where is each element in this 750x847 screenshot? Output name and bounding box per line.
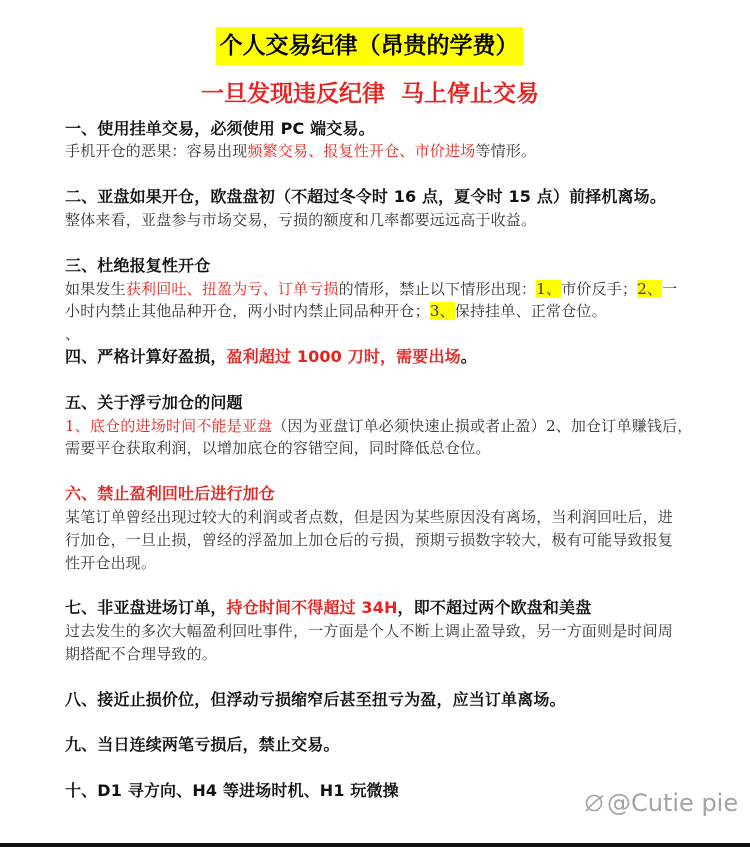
rule-section-2 [65,186,730,232]
rule-section-5 [65,392,730,461]
body-text: 行加仓，一旦止损，曾经的浮盈加上加仓后的亏损，预期亏损数字较大，极有可能导致报复 [65,530,674,549]
body-text: 需要平仓获取利润，以增加底仓的容错空间，同时降低总仓位。 [65,439,491,458]
watermark-text: @Cutie pie [607,789,739,817]
rule-section-7 [65,597,730,666]
doc-title: 个人交易纪律（昂贵的学费） [216,27,523,65]
body-text: 等情形。 [475,142,537,161]
rule-heading-6 [65,483,730,506]
rule-body-line [65,278,730,301]
body-text: 的情形，禁止以下情形出现： [338,279,537,298]
rule-section-8 [65,689,730,712]
rule-heading-8 [65,689,730,712]
watermark-logo-icon [583,792,605,814]
emphasis-text-red: 1、底仓的进场时间不能是亚盘 [65,416,273,435]
title-container [0,27,738,65]
body-text: 保持挂单、正常仓位。 [454,302,607,321]
heading-text: 。 [460,347,477,367]
heading-text: 十、D1 寻方向、H4 等进场时机、H1 玩微操 [65,781,399,801]
rule-section-1 [65,118,730,164]
heading-text: 一、使用挂单交易，必须使用 PC 端交易。 [65,118,375,138]
highlighted-number: 3、 [429,302,455,321]
heading-text: 二、亚盘如果开仓，欧盘盘初（不超过冬令时 16 点，夏令时 15 点）前择机离场。 [65,187,666,207]
heading-text: 五、关于浮亏加仓的问题 [65,392,243,412]
highlighted-number: 1、 [536,279,562,298]
body-text: 小时内禁止其他品种开仓，两小时内禁止同品种开仓； [65,302,430,321]
highlighted-number: 2、 [637,279,663,298]
heading-text: 四、严格计算好盈损， [65,347,227,367]
body-text: 整体来看，亚盘参与市场交易，亏损的额度和几率都要远远高于收益。 [65,210,537,229]
emphasis-text-red: 频繁交易、报复性开仓、市价进场 [247,142,476,161]
rule-section-6 [65,483,730,574]
rule-body-line [65,140,730,163]
watermark [583,788,738,818]
rule-section-4 [65,346,730,369]
doc-subtitle: 一旦发现违反纪律 马上停止交易 [200,81,539,107]
stray-punctuation: 、 [65,325,81,344]
bottom-edge-line [0,843,750,847]
rule-heading-9 [65,734,730,757]
rule-heading-4 [65,346,730,369]
rules-document [65,118,730,803]
body-text: （因为亚盘订单必须快速止损或者止盈）2、加仓订单赚钱后， [272,416,693,435]
rule-heading-3 [65,255,730,278]
rule-heading-1 [65,118,730,141]
rule-body-line [65,437,730,460]
emphasis-text-red: 持仓时间不得超过 34H [226,598,398,618]
body-text: 过去发生的多次大幅盈利回吐事件，一方面是个人不断上调止盈导致，另一方面则是时间周 [65,622,674,641]
heading-text: 六、禁止盈利回吐后进行加仓 [65,484,275,504]
rule-body-line [65,529,730,552]
emphasis-text-red: 盈利超过 1000 刀时，需要出场 [226,347,461,367]
body-text: 如果发生 [65,279,126,298]
rule-section-3 [65,255,730,346]
heading-text: 九、当日连续两笔亏损后，禁止交易。 [65,735,340,755]
body-text: 市价反手； [561,279,638,298]
rule-body-line [65,209,730,232]
rule-heading-7 [65,597,730,620]
body-text: 性开仓出现。 [65,553,157,572]
heading-text: 八、接近止损价位，但浮动亏损缩窄后甚至扭亏为盈，应当订单离场。 [65,689,566,709]
heading-text: 三、杜绝报复性开仓 [65,255,211,275]
rule-body-line [65,415,730,438]
rule-body-line [65,300,730,323]
heading-text: ，即不超过两个欧盘和美盘 [397,598,592,618]
rule-body-line [65,506,730,529]
heading-text: 七、非亚盘进场订单， [65,598,227,618]
body-text: 期搭配不合理导致的。 [65,645,218,663]
rule-body-line [65,643,730,666]
rule-heading-5 [65,392,730,415]
rule-heading-2 [65,186,730,209]
body-text: 手机开仓的恶果：容易出现 [65,142,248,161]
rule-section-9 [65,734,730,757]
emphasis-text-red: 获利回吐、扭盈为亏、订单亏损 [125,279,339,298]
body-text: 某笔订单曾经出现过较大的利润或者点数，但是因为某些原因没有离场，当利润回吐后，进 [65,507,674,526]
rule-body-line [65,552,730,575]
rule-body-line [65,620,730,643]
body-text: 一 [662,279,678,298]
